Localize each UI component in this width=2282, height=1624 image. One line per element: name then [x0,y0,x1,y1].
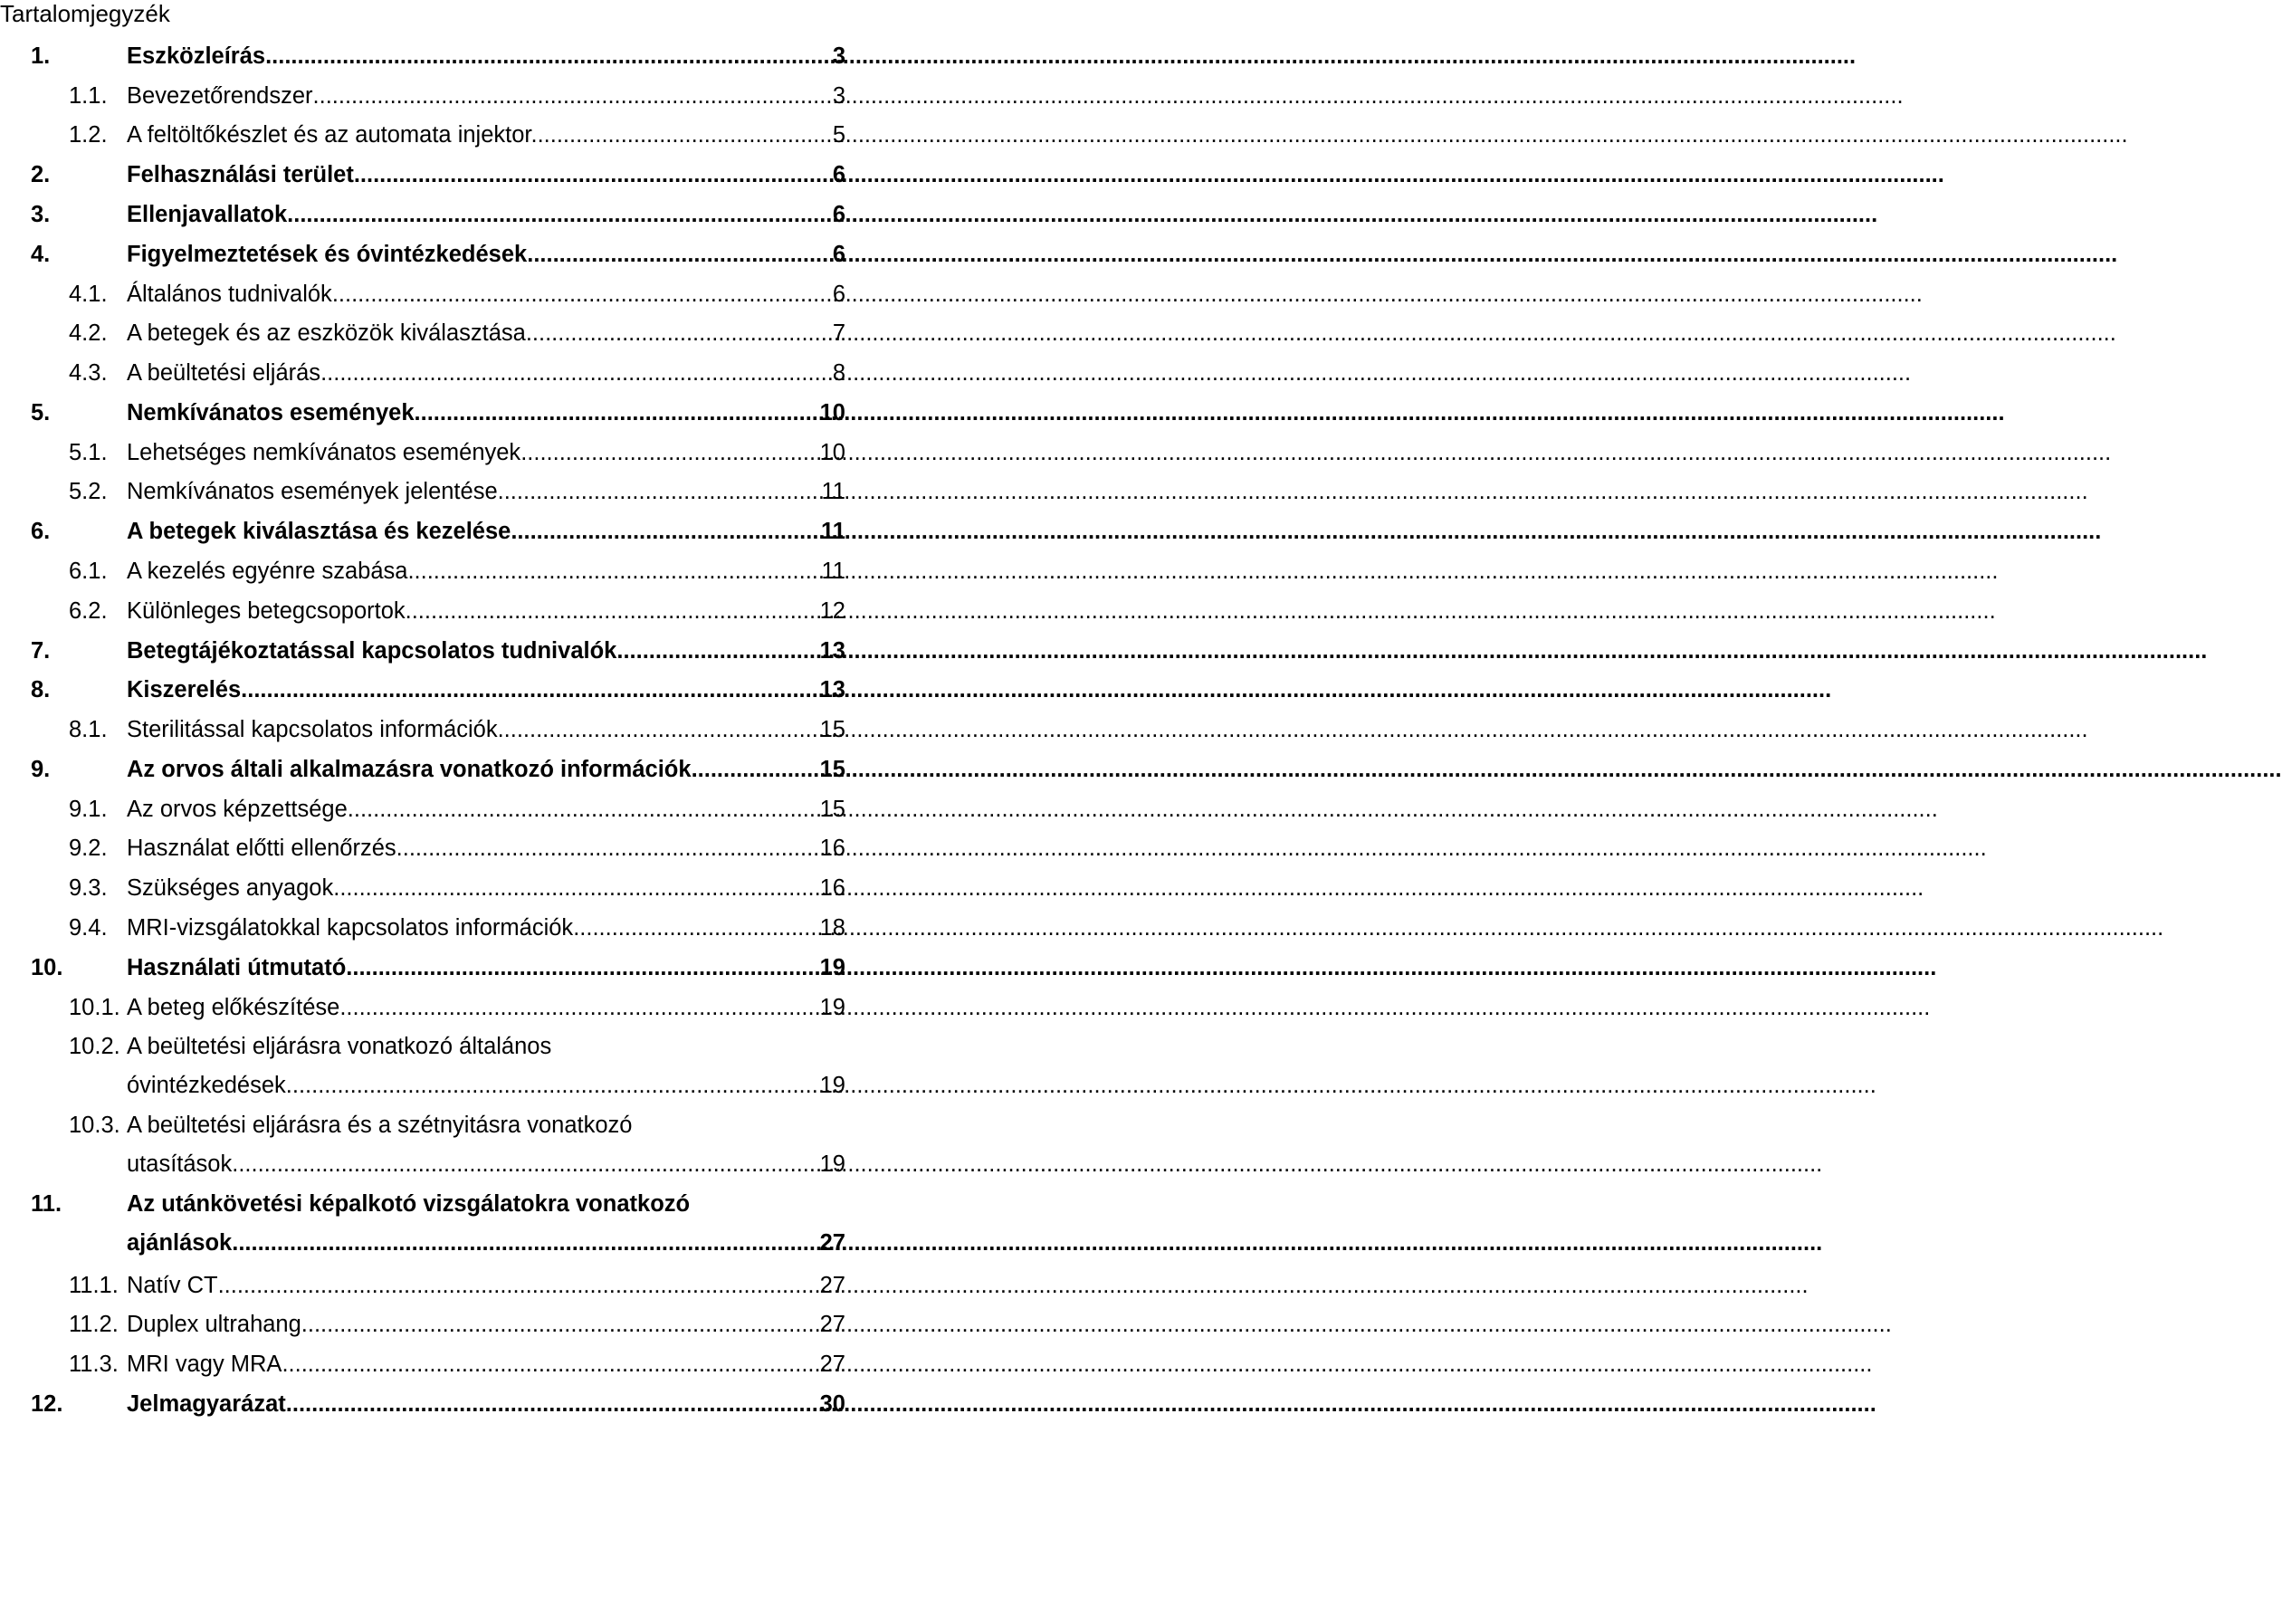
toc-dot-leader [520,439,816,466]
toc-entry-number: 4.2. [69,320,108,346]
toc-entry[interactable] [69,597,845,625]
toc-dot-leader [232,1229,816,1256]
toc-entry[interactable] [31,756,845,783]
toc-entry-number: 4.1. [69,282,108,307]
toc-entry-page-number: 8 [832,360,845,386]
toc-entry-number: 11.2. [69,1312,119,1337]
toc-entry-label: MRI vagy MRA [127,1352,282,1377]
toc-entry-label: A betegek és az eszközök kiválasztása [127,320,526,346]
toc-entry-number: 5. [31,400,51,425]
toc-entry-page-number: 10 [819,440,845,465]
toc-entry[interactable] [69,716,845,743]
toc-entry-number: 12. [31,1391,63,1417]
toc-dot-leader [511,518,817,545]
toc-entry-label-first-line: A beültetési eljárásra és a szétnyitásra vonatkozó [127,1113,633,1138]
toc-entry[interactable] [31,201,845,228]
toc-entry-label: A betegek kiválasztása és kezelése [127,519,511,544]
toc-entry-label: Szükséges anyagok [127,875,334,901]
toc-dot-leader [313,82,829,110]
toc-entry-number: 9. [31,757,51,782]
toc-entry-page-number: 11 [821,559,845,584]
toc-dot-leader [287,201,829,228]
toc-entry[interactable] [69,1272,845,1299]
toc-dot-leader [320,359,829,387]
toc-entry-label: A kezelés egyénre szabása [127,559,408,584]
toc-entry[interactable] [31,241,845,268]
toc-entry-page-number: 16 [819,875,845,901]
toc-entry-number: 6.1. [69,559,108,584]
toc-entry[interactable] [31,518,845,545]
toc-dot-leader [339,994,816,1021]
toc-entry[interactable] [69,1112,845,1178]
toc-entry-number: 11.1. [69,1273,119,1298]
toc-entry-label: Figyelmeztetések és óvintézkedések [127,242,528,267]
toc-entry-number: 2. [31,162,51,187]
toc-entry[interactable] [69,874,845,902]
toc-entry-page-number: 30 [819,1391,845,1417]
toc-dot-leader [265,43,829,70]
toc-entry-number: 1.2. [69,122,108,148]
toc-entry-page-number: 19 [819,1151,845,1177]
toc-entry-page-number: 3 [832,83,845,109]
toc-entry-label: Általános tudnivalók [127,282,332,307]
toc-entry-label: Kiszerelés [127,677,242,702]
toc-entry-number: 5.1. [69,440,108,465]
toc-dot-leader [301,1311,816,1338]
toc-entry[interactable] [69,994,845,1021]
toc-entry[interactable] [69,558,845,585]
toc-entry-page-number: 13 [819,638,845,664]
toc-dot-leader [354,161,829,188]
toc-entry-page-number: 16 [819,836,845,861]
toc-entry[interactable] [69,1033,845,1099]
toc-dot-leader [538,121,829,148]
toc-entry-number: 4.3. [69,360,108,386]
toc-entry[interactable] [69,796,845,823]
toc-entry-page-number: 27 [819,1352,845,1377]
toc-entry[interactable] [31,161,845,188]
toc-entry-page-number: 27 [819,1273,845,1298]
toc-entry[interactable] [31,637,845,664]
toc-entry-label: Különleges betegcsoportok [127,598,406,624]
toc-entry-number: 8.1. [69,717,108,742]
toc-entry-page-number: 6 [832,242,845,267]
toc-entry[interactable] [31,399,845,426]
toc-entry[interactable] [69,914,845,941]
toc-dot-leader [348,796,816,823]
toc-entry-label: Az orvos általi alkalmazásra vonatkozó információk [127,757,692,782]
toc-entry-page-number: 7 [832,320,845,346]
toc-entry-label: Az orvos képzettsége [127,797,348,822]
toc-entry[interactable] [31,676,845,703]
toc-entry-label: Sterilitással kapcsolatos információk [127,717,498,742]
toc-entry-label: MRI-vizsgálatokkal kapcsolatos információk [127,915,574,941]
toc-entry-number: 4. [31,242,51,267]
toc-entry[interactable] [69,281,845,308]
toc-entry-number: 6.2. [69,598,108,624]
toc-entry-page-number: 15 [819,717,845,742]
toc-dot-leader [286,1072,816,1099]
toc-dot-leader [498,478,818,505]
toc-dot-leader [286,1390,816,1418]
toc-entry-label: Ellenjavallatok [127,202,288,227]
toc-dot-leader [396,835,816,862]
toc-dot-leader [415,399,816,426]
toc-dot-leader [282,1351,816,1378]
toc-entry-label: Nemkívánatos események jelentése [127,479,498,504]
toc-entry-label: A feltöltőkészlet és az automata injektor. [127,122,538,148]
toc-entry-number: 10.1. [69,995,120,1020]
toc-entry-label: Eszközleírás [127,43,266,69]
toc-entry-number: 7. [31,638,51,664]
toc-dot-leader [333,874,816,902]
toc-entry-page-number: 15 [819,797,845,822]
toc-entry-label-first-line: Az utánkövetési képalkotó vizsgálatokra vonatkozó [127,1191,691,1217]
toc-entry-number: 11. [31,1191,62,1217]
toc-dot-leader [241,676,816,703]
toc-entry-page-number: 6 [832,202,845,227]
toc-entry-number: 9.4. [69,915,108,941]
toc-entry-page-number: 6 [832,162,845,187]
toc-entry-label: utasítások [127,1151,233,1177]
toc-dot-leader [332,281,829,308]
toc-dot-leader [218,1272,816,1299]
toc-dot-leader [527,241,829,268]
toc-entry-number: 10. [31,955,63,980]
toc-entry-label: Felhasználási terület [127,162,354,187]
toc-entry-number: 3. [31,202,51,227]
toc-entry-label: Lehetséges nemkívánatos események [127,440,521,465]
toc-entry-label: Duplex ultrahang [127,1312,301,1337]
toc-entry-page-number: 11 [821,519,845,544]
toc-entry-page-number: 15 [819,757,845,782]
toc-dot-leader [692,756,816,783]
toc-entry-page-number: 11 [821,479,845,504]
toc-entry-number: 11.3. [69,1352,119,1377]
toc-entry-number: 10.2. [69,1034,120,1059]
toc-dot-leader [232,1151,816,1178]
toc-entry[interactable] [69,1311,845,1338]
toc-entry-number: 1.1. [69,83,108,109]
toc-title: Tartalomjegyzék [0,0,170,27]
toc-entry[interactable] [69,82,845,110]
toc-entry-label: Használati útmutató [127,955,347,980]
toc-entry-page-number: 5 [832,122,845,148]
toc-entry-page-number: 3 [832,43,845,69]
toc-entry[interactable] [69,359,845,387]
toc-entry[interactable] [69,121,845,148]
toc-entry[interactable] [69,320,845,347]
toc-entry-number: 5.2. [69,479,108,504]
toc-entry-label-first-line: A beültetési eljárásra vonatkozó általános [127,1034,552,1059]
toc-entry-page-number: 27 [819,1312,845,1337]
toc-entry-number: 9.1. [69,797,108,822]
toc-entry-number: 9.2. [69,836,108,861]
toc-entry-page-number: 19 [819,995,845,1020]
toc-entry-page-number: 19 [819,1073,845,1098]
toc-entry-page-number: 18 [819,915,845,941]
toc-page [0,0,869,1624]
toc-entry-number: 8. [31,677,51,702]
toc-entry-label: Betegtájékoztatással kapcsolatos tudnivalók [127,638,617,664]
toc-entry-page-number: 10 [819,400,845,425]
toc-dot-leader [616,637,816,664]
toc-entry-label: óvintézkedések [127,1073,286,1098]
toc-entry-number: 1. [31,43,51,69]
toc-entry[interactable] [31,43,845,70]
toc-dot-leader [498,716,816,743]
toc-entry[interactable] [31,1390,845,1418]
toc-dot-leader [573,914,816,941]
toc-entry-label: Bevezetőrendszer [127,83,313,109]
toc-entry-label: Használat előtti ellenőrzés [127,836,396,861]
toc-entry[interactable] [69,835,845,862]
toc-entry[interactable] [69,439,845,466]
toc-entry-page-number: 12 [819,598,845,624]
toc-entry[interactable] [69,478,845,505]
toc-entry-number: 6. [31,519,51,544]
toc-dot-leader [407,558,817,585]
toc-entry-number: 10.3. [69,1113,120,1138]
toc-dot-leader [406,597,816,625]
toc-entry-label: Nemkívánatos események [127,400,415,425]
toc-dot-leader [346,954,816,981]
toc-entry[interactable] [69,1351,845,1378]
toc-entry-label: Jelmagyarázat [127,1391,286,1417]
toc-entry[interactable] [31,1190,845,1256]
toc-entry-label: A beteg előkészítése [127,995,340,1020]
toc-entry-page-number: 6 [832,282,845,307]
toc-entry-page-number: 19 [819,955,845,980]
toc-entry-page-number: 13 [819,677,845,702]
toc-dot-leader [526,320,829,347]
toc-entry-label: A beültetési eljárás [127,360,321,386]
toc-entry[interactable] [31,954,845,981]
toc-entry-label: Natív CT [127,1273,218,1298]
toc-entry-number: 9.3. [69,875,108,901]
toc-entry-label: ajánlások [127,1230,233,1256]
toc-entry-page-number: 27 [819,1230,845,1256]
